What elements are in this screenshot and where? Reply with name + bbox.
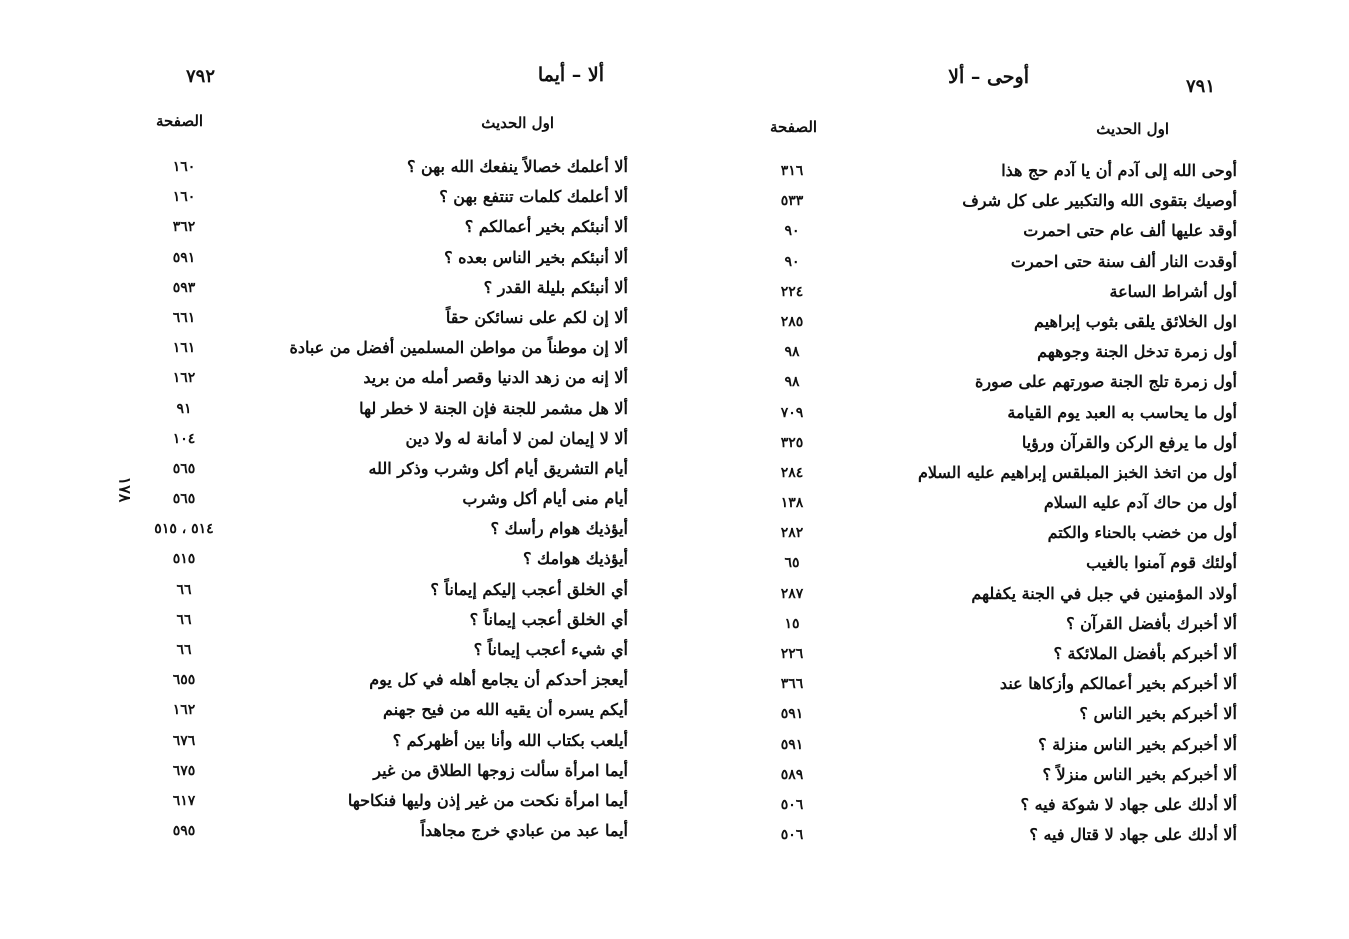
volume-mark: ١٧٨ [115, 476, 135, 503]
list-item [674, 339, 1349, 369]
entry-list [0, 154, 674, 848]
list-item [674, 550, 1349, 580]
list-item [674, 309, 1349, 339]
list-item [674, 279, 1349, 309]
page-reference: ٩٨ [784, 344, 800, 361]
list-item [0, 788, 674, 818]
page-reference: ١٦١ [172, 340, 196, 357]
list-item [0, 577, 674, 607]
page-reference: ٥١٤ ، ٥١٥ [154, 521, 214, 538]
page-reference: ٥٠٦ [780, 796, 804, 813]
list-item [0, 637, 674, 667]
hadith-opening: أوقد عليها ألف عام حتى احمرت [1023, 221, 1237, 241]
column-header-text: اول الحديث [481, 114, 554, 132]
list-item [674, 520, 1349, 550]
hadith-opening: أيام التشريق أيام أكل وشرب وذكر الله [368, 458, 628, 478]
hadith-opening: أيؤذيك هوامك ؟ [522, 549, 628, 569]
hadith-opening: أيؤذيك هوام رأسك ؟ [490, 519, 628, 539]
page-reference: ٥٩٥ [172, 823, 196, 840]
list-item [0, 396, 674, 426]
page-reference: ٩١ [176, 400, 192, 417]
list-item [0, 758, 674, 788]
page-reference: ٦٦١ [172, 309, 196, 326]
hadith-opening: أيكم يسره أن يقيه الله من فيح جهنم [383, 700, 628, 720]
page-reference: ١٦٠ [172, 189, 196, 206]
list-item [0, 426, 674, 456]
list-item [0, 245, 674, 275]
page-reference: ٥٨٩ [780, 766, 804, 783]
page-reference: ٢٢٤ [780, 283, 804, 300]
column-header-page: الصفحة [156, 112, 204, 130]
hadith-opening: ألا أنبئكم بخير الناس بعده ؟ [444, 247, 628, 267]
entry-list [674, 158, 1349, 852]
hadith-opening: أوقدت النار ألف سنة حتى احمرت [1010, 251, 1237, 271]
page-reference: ٦٦ [176, 642, 192, 658]
hadith-opening: ألا هل مشمر للجنة فإن الجنة لا خطر لها [359, 398, 628, 418]
hadith-opening: ألا أخبركم بأفضل الملائكة ؟ [1053, 644, 1237, 663]
list-item [674, 762, 1349, 792]
hadith-opening: ألا أنبئكم بخير أعمالكم ؟ [464, 217, 628, 237]
list-item [674, 792, 1349, 822]
list-item [674, 369, 1349, 399]
list-item [0, 516, 674, 546]
hadith-opening: أولاد المؤمنين في جبل في الجنة يكفلهم [971, 583, 1237, 603]
page-reference: ٩٠ [784, 253, 800, 270]
page-reference: ٣٢٥ [780, 434, 804, 451]
list-item [0, 154, 674, 184]
page-right [674, 0, 1349, 939]
list-item [0, 697, 674, 727]
page-reference: ١٥ [784, 615, 800, 632]
hadith-opening: أي شيء أعجب إيماناً ؟ [473, 640, 628, 659]
hadith-opening: أول زمرة تدخل الجنة وجوههم [1037, 342, 1237, 362]
hadith-opening: ألا أنبئكم بليلة القدر ؟ [483, 277, 628, 297]
page-reference: ٥٠٦ [780, 827, 804, 844]
page-reference: ١٣٨ [780, 495, 804, 512]
page-reference: ٥٦٥ [172, 460, 196, 477]
hadith-opening: أيعجز أحدكم أن يجامع أهله في كل يوم [369, 670, 628, 690]
list-item [0, 728, 674, 758]
page-reference: ١٠٤ [172, 430, 196, 447]
list-item [674, 671, 1349, 701]
page-reference: ٥٦٥ [172, 491, 196, 508]
column-header-page: الصفحة [770, 118, 818, 136]
page-reference: ١٦٢ [172, 370, 196, 387]
hadith-opening: ألا لا إيمان لمن لا أمانة له ولا دين [405, 428, 628, 448]
list-item [674, 460, 1349, 490]
list-item [674, 641, 1349, 671]
list-item [0, 365, 674, 395]
list-item [0, 275, 674, 305]
page-reference: ٦٥٥ [172, 672, 196, 689]
hadith-opening: أولئك قوم آمنوا بالغيب [1086, 553, 1237, 573]
page-reference: ٥٩١ [780, 706, 804, 723]
hadith-opening: ألا إن لكم على نسائكن حقاً [445, 307, 628, 327]
list-item [0, 335, 674, 365]
page-reference: ٣٦٦ [780, 676, 804, 693]
page-reference: ٦٧٦ [172, 732, 196, 749]
hadith-opening: أيلعب بكتاب الله وأنا بين أظهركم ؟ [392, 730, 628, 750]
page-reference: ٦١٧ [172, 792, 196, 809]
page-reference: ٦٧٥ [172, 762, 196, 779]
hadith-opening: ألا إنه من زهد الدنيا وقصر أمله من بريد [363, 368, 628, 388]
list-item [674, 158, 1349, 188]
list-item [674, 430, 1349, 460]
list-item [0, 456, 674, 486]
page-reference: ٥٩١ [172, 249, 196, 266]
hadith-opening: اول الخلائق يلقى بثوب إبراهيم [1034, 311, 1237, 331]
page-left [0, 0, 674, 939]
running-head: ألا – أيما [537, 64, 604, 86]
hadith-opening: أيما عبد من عبادي خرج مجاهداً [420, 821, 628, 841]
hadith-opening: أول ما يحاسب به العبد يوم القيامة [1007, 402, 1237, 422]
list-item [0, 486, 674, 516]
list-item [674, 188, 1349, 218]
page-reference: ٢٨٧ [780, 585, 804, 602]
list-item [0, 607, 674, 637]
page-reference: ٩٨ [784, 374, 800, 391]
hadith-opening: أيما امرأة سألت زوجها الطلاق من غير [373, 760, 628, 780]
list-item [674, 218, 1349, 248]
hadith-opening: ألا أعلمك كلمات تنتفع بهن ؟ [439, 187, 628, 207]
page-reference: ٩٠ [784, 223, 800, 240]
hadith-opening: أوحى الله إلى آدم أن يا آدم حج هذا [1001, 161, 1237, 180]
page-number: ٧٩١ [1186, 76, 1216, 97]
hadith-opening: ألا أخبركم بخير أعمالكم وأزكاها عند [999, 674, 1237, 694]
hadith-opening: ألا إن موطناً من مواطن المسلمين أفضل من عبادة [289, 338, 628, 358]
hadith-opening: ألا أدلك على جهاد لا شوكة فيه ؟ [1020, 794, 1237, 814]
list-item [674, 400, 1349, 430]
hadith-opening: ألا أدلك على جهاد لا قتال فيه ؟ [1029, 825, 1237, 845]
page-reference: ٦٥ [784, 555, 800, 572]
hadith-opening: أوصيك بتقوى الله والتكبير على كل شرف [962, 191, 1237, 211]
list-item [0, 667, 674, 697]
list-item [674, 732, 1349, 762]
page-number: ٧٩٢ [186, 66, 216, 87]
page-reference: ٢٨٥ [780, 313, 804, 330]
column-header-text: اول الحديث [1096, 120, 1169, 138]
list-item [0, 546, 674, 576]
page-reference: ٢٢٦ [780, 646, 804, 662]
page-reference: ١٦٠ [172, 159, 196, 175]
hadith-opening: أول ما يرفع الركن والقرآن ورؤيا [1021, 432, 1237, 452]
list-item [674, 581, 1349, 611]
hadith-opening: ألا أعلمك خصالاً ينفعك الله بهن ؟ [406, 157, 628, 176]
page-reference: ٥٩١ [780, 736, 804, 753]
hadith-opening: ألا أخبركم بخير الناس ؟ [1079, 704, 1237, 724]
hadith-opening: أول زمرة تلج الجنة صورتهم على صورة [974, 372, 1237, 392]
page-reference: ٥٩٣ [172, 279, 196, 296]
hadith-opening: ألا أخبرك بأفضل القرآن ؟ [1066, 613, 1237, 633]
list-item [674, 822, 1349, 852]
hadith-opening: أي الخلق أعجب إيماناً ؟ [469, 609, 628, 629]
hadith-opening: أي الخلق أعجب إليكم إيماناً ؟ [430, 579, 628, 599]
list-item [674, 701, 1349, 731]
list-item [674, 249, 1349, 279]
page-reference: ٦٦ [176, 611, 192, 628]
page-reference: ٣٦٢ [172, 219, 196, 236]
hadith-opening: أيما امرأة نكحت من غير إذن وليها فنكاحها [347, 790, 628, 810]
page-reference: ٢٨٢ [780, 525, 804, 542]
list-item [0, 818, 674, 848]
page-reference: ٥٣٣ [780, 193, 804, 210]
list-item [674, 490, 1349, 520]
page-reference: ٣١٦ [780, 163, 804, 179]
list-item [0, 214, 674, 244]
page-reference: ٦٦ [176, 581, 192, 598]
page-reference: ٢٨٤ [780, 464, 804, 481]
page-reference: ٥١٥ [172, 551, 196, 568]
list-item [0, 184, 674, 214]
page-reference: ١٦٢ [172, 702, 196, 719]
hadith-opening: أول من حاك آدم عليه السلام [1043, 493, 1237, 513]
hadith-opening: أيام منى أيام أكل وشرب [462, 489, 628, 509]
page-reference: ٧٠٩ [780, 404, 804, 421]
hadith-opening: ألا أخبركم بخير الناس منزلة ؟ [1038, 734, 1237, 754]
list-item [0, 305, 674, 335]
hadith-opening: أول من اتخذ الخبز المبلقس إبراهيم عليه السلام [917, 462, 1237, 482]
list-item [674, 611, 1349, 641]
hadith-opening: ألا أخبركم بخير الناس منزلاً ؟ [1042, 764, 1237, 784]
hadith-opening: أول أشراط الساعة [1109, 281, 1237, 301]
hadith-opening: أول من خضب بالحناء والكتم [1047, 523, 1237, 543]
running-head: أوحى – ألا [948, 66, 1029, 88]
